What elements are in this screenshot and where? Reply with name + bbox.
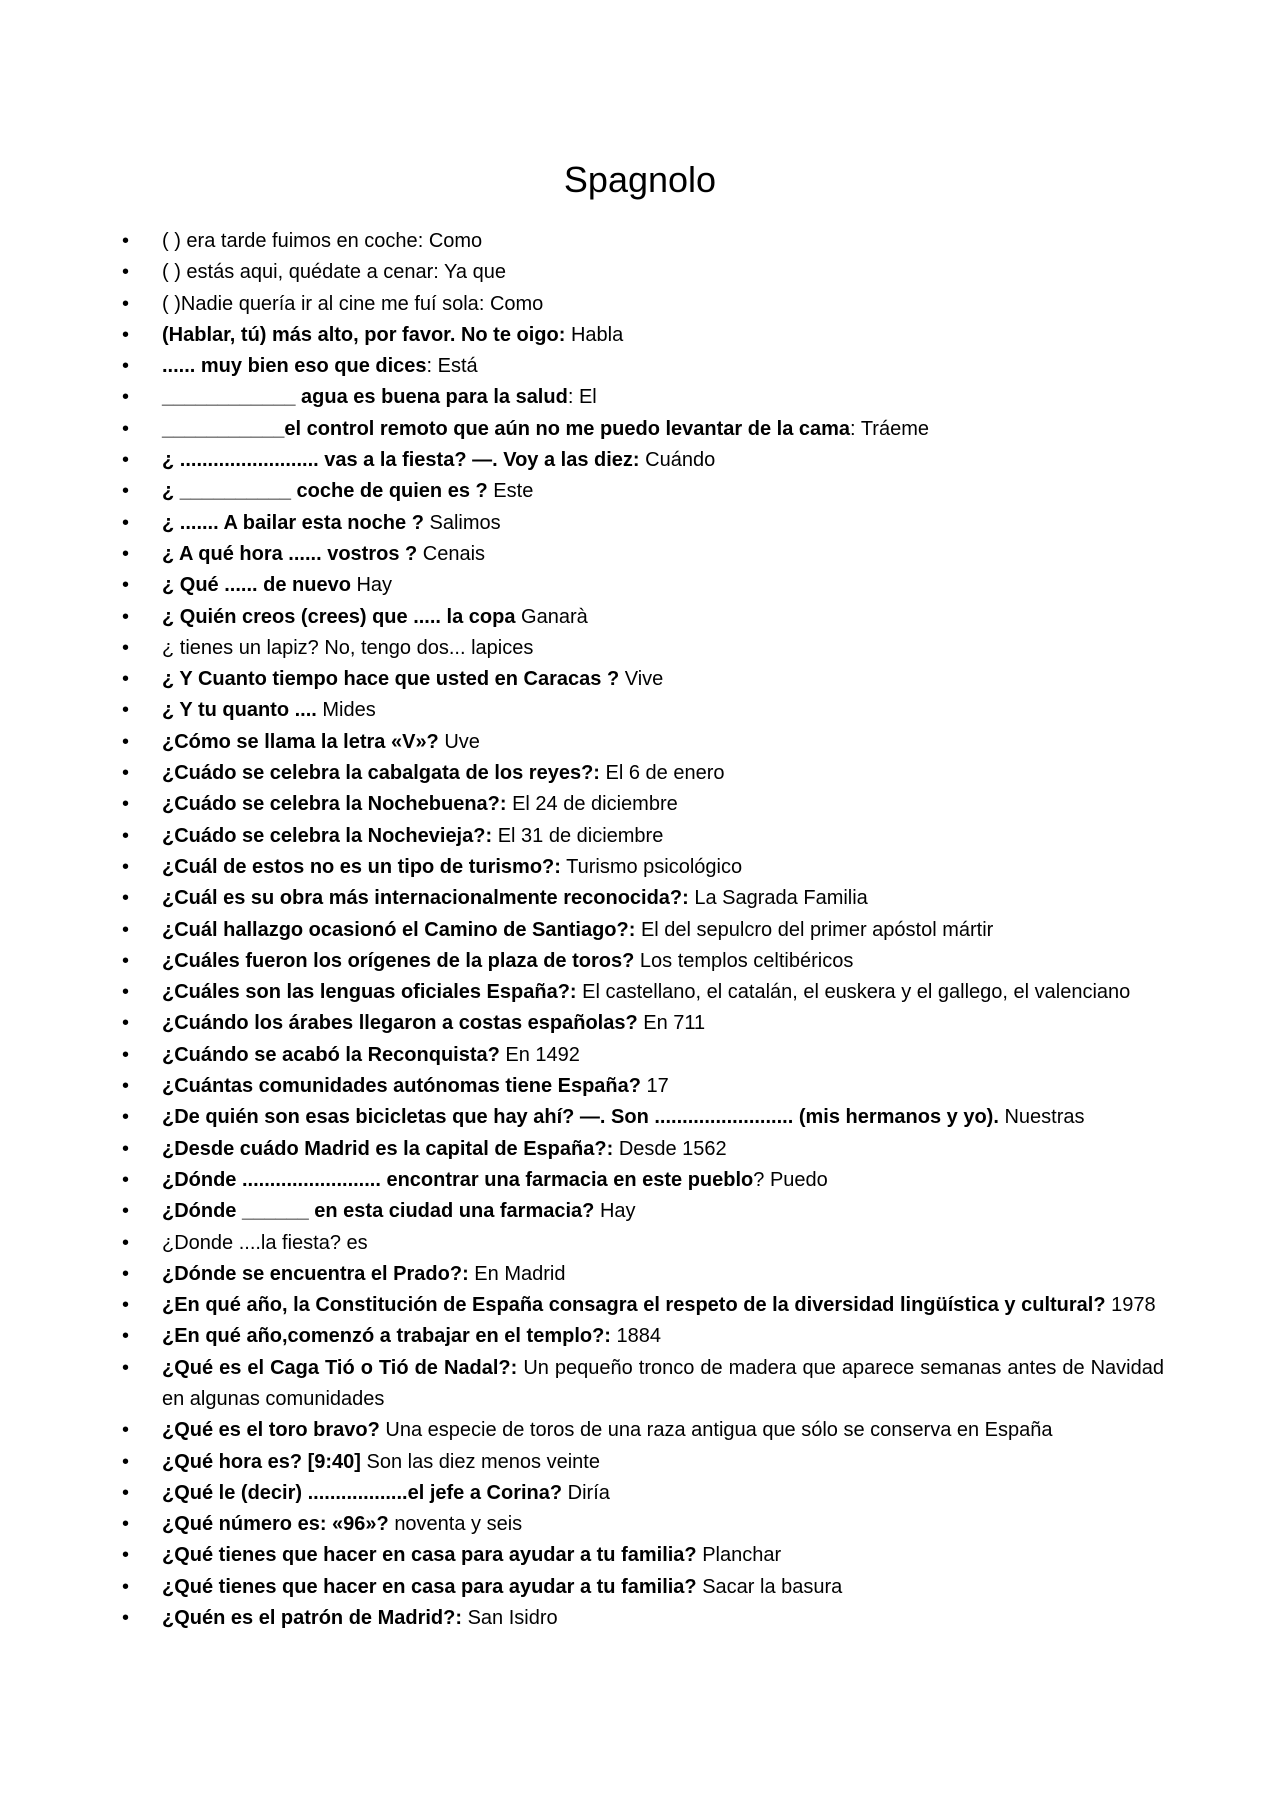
bullet-icon: • [122,730,130,753]
question-text: ¿Qué tienes que hacer en casa para ayudar a tu familia? [162,1575,697,1598]
bullet-icon: • [122,386,130,409]
list-item [122,1447,1164,1478]
bullet-icon: • [122,824,130,847]
list-item [122,1165,1164,1196]
question-text: ¿ ....... A bailar esta noche ? [162,511,424,534]
bullet-icon: • [122,793,130,816]
answer-text: Hay [599,1200,636,1223]
question-text: ¿Cuál es su obra más internacionalmente reconocida?: [162,887,689,910]
answer-text: Puedo [769,1168,828,1191]
answer-text: Sacar la basura [702,1575,843,1598]
separator-text: : [426,355,438,378]
list-item [122,883,1164,914]
answer-text: 17 [646,1075,669,1098]
bullet-icon: • [122,636,130,659]
question-text: ¿ __________ coche de quien es ? [162,480,488,503]
question-text: ¿Cuál de estos no es un tipo de turismo?: [162,855,561,878]
answer-text: El 31 de diciembre [497,824,664,847]
question-text: ¿ Y Cuanto tiempo hace que usted en Caracas ? [162,668,620,691]
list-item [122,289,1164,320]
list-item [122,351,1164,382]
list-item [122,633,1164,664]
question-text: ¿En qué año, la Constitución de España consagra el respeto de la diversidad lingüística y cultural? [162,1294,1106,1317]
answer-text: En 711 [643,1012,706,1035]
answer-text: Turismo psicológico [566,855,743,878]
list-item [122,320,1164,351]
bullet-icon: • [122,323,130,346]
question-text: ¿Cuándo los árabes llegaron a costas españolas? [162,1012,638,1035]
question-text: ¿Cuádo se celebra la cabalgata de los reyes?: [162,762,600,785]
list-item [122,570,1164,601]
question-text: ¿ Quién creos (crees) que ..... la copa [162,605,516,628]
list-item [122,1321,1164,1352]
list-item [122,1102,1164,1133]
bullet-icon: • [122,1012,130,1035]
bullet-icon: • [122,1356,130,1379]
bullet-icon: • [122,1419,130,1442]
list-item [122,1134,1164,1165]
bullet-icon: • [122,355,130,378]
list-item [122,1540,1164,1571]
question-text: ¿ Qué ...... de nuevo [162,574,351,597]
question-text: ¿ tienes un lapiz? No, tengo dos... lapices [162,636,534,659]
question-text: ¿Donde ....la fiesta? es [162,1231,368,1254]
bullet-icon: • [122,292,130,315]
list-item [122,1415,1164,1446]
answer-text: Vive [624,668,664,691]
answer-text: La Sagrada Familia [694,887,868,910]
list-item [122,414,1164,445]
bullet-icon: • [122,542,130,565]
bullet-icon: • [122,1043,130,1066]
bullet-icon: • [122,981,130,1004]
bullet-icon: • [122,1513,130,1536]
answer-text: En Madrid [474,1262,566,1285]
bullet-icon: • [122,1262,130,1285]
bullet-icon: • [122,1106,130,1129]
list-item [122,508,1164,539]
bullet-icon: • [122,1137,130,1160]
answer-text: El castellano, el catalán, el euskera y el gallego, el valenciano [582,981,1131,1004]
answer-text: El 24 de diciembre [512,793,678,816]
answer-text: 1884 [616,1325,662,1348]
question-text: ( )Nadie quería ir al cine me fuí sola [162,292,479,315]
bullet-icon: • [122,449,130,472]
list-item [122,1228,1164,1259]
question-text: ( ) estás aqui, quédate a cenar [162,261,434,284]
answer-text: Tráeme [860,417,929,440]
question-text: ¿En qué año,comenzó a trabajar en el templo?: [162,1325,611,1348]
question-text: ¿Cuántas comunidades autónomas tiene España? [162,1075,641,1098]
list-item [122,257,1164,288]
list-item [122,226,1164,257]
list-item [122,382,1164,413]
list-item [122,789,1164,820]
bullet-icon: • [122,230,130,252]
bullet-icon: • [122,1168,130,1191]
question-text: ¿ A qué hora ...... vostros ? [162,542,418,565]
question-text: ¿Dónde ......................... encontrar una farmacia en este pueblo [162,1168,754,1191]
answer-text: El [578,386,597,409]
answer-text: Planchar [702,1544,782,1567]
question-text: ¿ Y tu quanto .... [162,699,317,722]
bullet-icon: • [122,1481,130,1504]
separator-text: : [850,417,861,440]
list-item [122,1008,1164,1039]
bullet-icon: • [122,1231,130,1254]
answer-text: Cuándo [645,449,716,472]
answer-text: Una especie de toros de una raza antigua que sólo se conserva en España [385,1419,1053,1442]
list-item [122,1603,1164,1634]
list-item [122,1509,1164,1540]
answer-text: 1978 [1111,1294,1156,1317]
answer-text: noventa y seis [394,1513,523,1536]
list-item [122,1290,1164,1321]
list-item [122,1040,1164,1071]
question-text: ____________ agua es buena para la salud [162,386,568,409]
list-item [122,1353,1164,1416]
bullet-icon: • [122,887,130,910]
list-item [122,1071,1164,1102]
answer-text: Como [489,292,544,315]
question-text: ¿Cómo se llama la letra «V»? [162,730,439,753]
question-text: ¿ ......................... vas a la fiesta? —. Voy a las diez: [162,449,640,472]
bullet-icon: • [122,1450,130,1473]
list-item [122,1196,1164,1227]
separator-text: : [417,230,429,252]
answer-text: Desde 1562 [618,1137,727,1160]
list-item [122,539,1164,570]
answer-text: Hay [356,574,393,597]
qa-list [122,226,1164,1634]
bullet-icon: • [122,668,130,691]
question-text: ¿Desde cuádo Madrid es la capital de España?: [162,1137,614,1160]
bullet-icon: • [122,699,130,722]
separator-text: ? [753,1168,770,1191]
bullet-icon: • [122,762,130,785]
question-text: ¿Cuándo se acabó la Reconquista? [162,1043,500,1066]
answer-text: El 6 de enero [605,762,725,785]
list-item [122,915,1164,946]
list-item [122,476,1164,507]
list-item [122,602,1164,633]
bullet-icon: • [122,1575,130,1598]
answer-text: Nuestras [1004,1106,1085,1129]
question-text: ¿Qué le (decir) ..................el jefe a Corina? [162,1481,563,1504]
question-text: ___________el control remoto que aún no me puedo levantar de la cama [162,417,851,440]
question-text: ¿Cuál hallazgo ocasionó el Camino de Santiago?: [162,918,636,941]
list-item [122,852,1164,883]
list-item [122,445,1164,476]
answer-text: Este [493,480,534,503]
separator-text: : [433,261,445,284]
answer-text: Está [437,355,478,378]
bullet-icon: • [122,855,130,878]
question-text: ¿Qué hora es? [9:40] [162,1450,361,1473]
question-text: ¿Dónde ______ en esta ciudad una farmacia? [162,1200,595,1223]
bullet-icon: • [122,511,130,534]
answer-text: San Isidro [467,1607,558,1630]
question-text: ¿Cuádo se celebra la Nochebuena?: [162,793,507,816]
bullet-icon: • [122,261,130,284]
answer-text: El del sepulcro del primer apóstol mártir [640,918,994,941]
answer-text: Habla [570,323,624,346]
bullet-icon: • [122,1325,130,1348]
bullet-icon: • [122,1200,130,1223]
list-item [122,977,1164,1008]
page-title: Spagnolo [563,159,717,200]
bullet-icon: • [122,574,130,597]
answer-text: Los templos celtibéricos [639,949,854,972]
answer-text: Mides [322,699,376,722]
question-text: ¿Qué tienes que hacer en casa para ayudar a tu familia? [162,1544,697,1567]
list-item [122,1572,1164,1603]
list-item [122,1478,1164,1509]
answer-text: Uve [444,730,480,753]
question-text: ¿De quién son esas bicicletas que hay ahí? —. Son ......................... (mis hermanos y yo). [162,1106,999,1129]
list-item [122,664,1164,695]
question-text: ¿Dónde se encuentra el Prado?: [162,1262,469,1285]
list-item [122,821,1164,852]
list-item [122,727,1164,758]
list-item [122,1259,1164,1290]
question-text: ( ) era tarde fuimos en coche [162,230,418,252]
question-text: ¿Qué es el toro bravo? [162,1419,380,1442]
answer-text: Salimos [429,511,501,534]
bullet-icon: • [122,605,130,628]
question-text: ...... muy bien eso que dices [162,355,427,378]
bullet-icon: • [122,949,130,972]
list-item [122,695,1164,726]
separator-text: : [567,386,579,409]
answer-text: Diría [567,1481,610,1504]
bullet-icon: • [122,480,130,503]
list-item [122,758,1164,789]
bullet-icon: • [122,1294,130,1317]
question-text: ¿Cuáles fueron los orígenes de la plaza de toros? [162,949,635,972]
answer-text: Un pequeño tronco de madera que aparece semanas antes de Navidad en algunas comunidades [162,1356,1164,1410]
bullet-icon: • [122,1075,130,1098]
question-text: (Hablar, tú) más alto, por favor. No te oigo: [162,323,566,346]
bullet-icon: • [122,417,130,440]
question-text: ¿Quén es el patrón de Madrid?: [162,1607,463,1630]
answer-text: Son las diez menos veinte [366,1450,600,1473]
question-text: ¿Qué es el Caga Tió o Tió de Nadal?: [162,1356,518,1379]
bullet-icon: • [122,918,130,941]
answer-text: En 1492 [505,1043,580,1066]
bullet-icon: • [122,1607,130,1630]
answer-text: Ya que [444,261,506,284]
separator-text: : [478,292,490,315]
question-text: ¿Qué número es: «96»? [162,1513,389,1536]
question-text: ¿Cuáles son las lenguas oficiales España?: [162,981,577,1004]
answer-text: Como [428,230,483,252]
bullet-icon: • [122,1544,130,1567]
answer-text: Ganarà [521,605,588,628]
list-item [122,946,1164,977]
answer-text: Cenais [422,542,486,565]
question-text: ¿Cuádo se celebra la Nochevieja?: [162,824,493,847]
